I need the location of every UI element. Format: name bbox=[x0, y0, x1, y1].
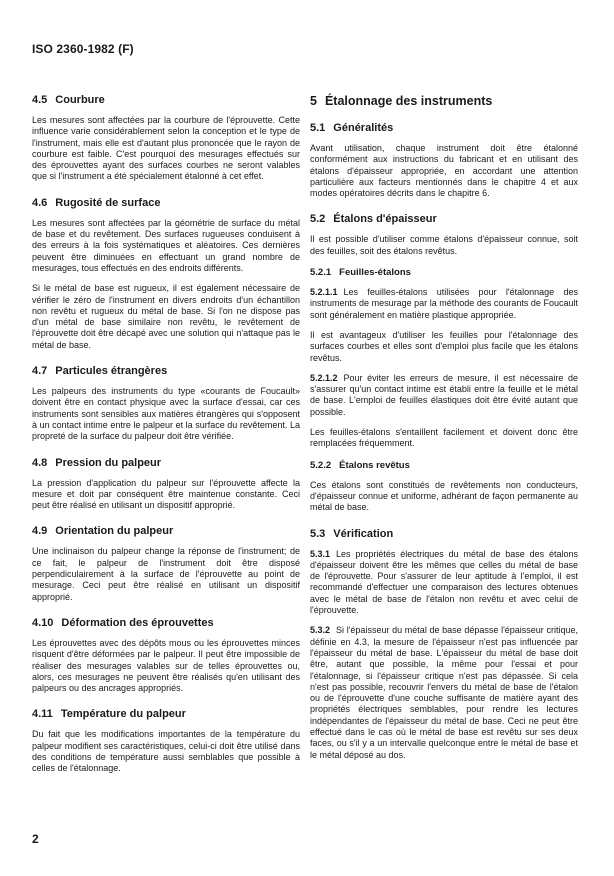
section-heading bbox=[32, 525, 300, 538]
section-number: 5.3 bbox=[310, 527, 326, 540]
section-number: 5 bbox=[310, 94, 317, 108]
section-number: 5.2 bbox=[310, 213, 326, 226]
paragraph: Ces étalons sont constitués de revêtements non conducteurs, d'épaisseur connue et uniforme, adhérant de façon permanente au métal de base. bbox=[310, 479, 578, 513]
section-title: Généralités bbox=[333, 122, 394, 134]
section-4-11 bbox=[32, 708, 300, 774]
section-title: Déformation des éprouvettes bbox=[61, 616, 214, 629]
clause-text: Les feuilles-étalons utilisées pour l'étalonnage des instruments de mesurage par la méthode des courants de Foucault sont généralement en matière plastique appropriée. bbox=[310, 287, 578, 320]
clause-text: Les propriétés électriques du métal de base des étalons d'épaisseur doivent être les mêmes que celles du métal de base de l'éprouvette. Pour s'assurer de leur aptitude à l'emploi, il est recommandé d'effectuer une comparaison des lectures obtenues avec le métal de base de l'étalon non revêtu et avec celui de l'éprouvette. bbox=[310, 548, 578, 616]
section-5-3 bbox=[310, 528, 578, 761]
section-title: Étalons revêtus bbox=[339, 459, 410, 471]
section-number: 5.2.1 bbox=[310, 267, 332, 279]
section-title: Orientation du palpeur bbox=[55, 525, 174, 538]
left-column bbox=[32, 80, 300, 784]
section-5-2-2 bbox=[310, 460, 578, 514]
section-title: Courbure bbox=[55, 94, 105, 106]
section-number: 4.11 bbox=[32, 708, 53, 721]
chapter-heading bbox=[310, 94, 578, 108]
paragraph: Les éprouvettes avec des dépôts mous ou les éprouvettes minces risquent d'être déformées par le palpeur. Il peut être impossible de réaliser des mesurages valables sur de telles éprouvettes ou, alors, ces mesurages ne peuvent être réalisés qu'en utilisant des palpeurs ou des ancrages appropriés. bbox=[32, 637, 300, 694]
section-5-2 bbox=[310, 213, 578, 257]
section-4-8 bbox=[32, 457, 300, 512]
section-title: Particules étrangères bbox=[55, 365, 168, 378]
paragraph: Les feuilles-étalons s'entaillent facilement et doivent donc être remplacées fréquemment. bbox=[310, 427, 578, 449]
section-4-5 bbox=[32, 94, 300, 183]
section-5-1 bbox=[310, 122, 578, 199]
paragraph: Les mesures sont affectées par la courbure de l'éprouvette. Cette influence varie considérablement selon la conception et le type de l'instrument, mais elle est d'autant plus prononcée que le rayon de courbure est faible. C'est pourquoi des mesurages effectués sur des éprouvettes ayant des surfaces courbes ne seront valables que si l'instrument a été spécialement étalonné à cet effet. bbox=[32, 115, 300, 182]
document-header: ISO 2360-1982 (F) bbox=[32, 42, 134, 56]
paragraph: Du fait que les modifications importantes de la température du palpeur modifient ses caractéristiques, celui-ci doit être utilisé dans des conditions de température aussi semblables que possible à celles de l'étalonnage. bbox=[32, 729, 300, 774]
section-title: Vérification bbox=[333, 527, 394, 540]
paragraph: Il est possible d'utiliser comme étalons d'épaisseur connue, soit des feuilles, soit des étalons revêtus. bbox=[310, 234, 578, 256]
section-number: 5.2.2 bbox=[310, 459, 332, 471]
paragraph bbox=[310, 549, 578, 617]
section-4-10 bbox=[32, 617, 300, 694]
paragraph bbox=[310, 287, 578, 321]
section-number: 4.10 bbox=[32, 616, 54, 629]
section-heading bbox=[32, 365, 300, 378]
clause-number: 5.3.2 bbox=[310, 625, 331, 636]
section-title: Rugosité de surface bbox=[55, 196, 161, 209]
section-heading bbox=[32, 617, 300, 630]
section-heading bbox=[310, 122, 578, 135]
paragraph: Les palpeurs des instruments du type «courants de Foucault» doivent être en contact physique avec la surface d'essai, car ces instruments sont sensibles aux matières étrangères qui s'opposent à un contact intime entre le palpeur et la surface du revêtement. La propreté de la surface du palpeur doit être vérifiée. bbox=[32, 386, 300, 442]
right-column bbox=[310, 80, 578, 770]
paragraph bbox=[310, 373, 578, 418]
section-title: Étalonnage des instruments bbox=[324, 94, 493, 108]
clause-text: Si l'épaisseur du métal de base dépasse l'épaisseur critique, définie en 4.3, la mesure de l'épaisseur n'est pas influencée par l'épaisseur du métal de base. L'épaisseur du métal de base doit être, autant que possible, la même pour l'essai et pour l'étalonnage, si l'épaisseur critique n'est pas dépassée. Si cela n'est pas possible, recouvrir l'envers du métal de base de l'étalon ou de l'éprouvette d'une couche suffisante de matière ayant des propriétés électriques semblables, pour rendre les lectures indépendantes de l'épaisseur du métal de base. Ceci ne peut être effectué dans le cas où le métal de base est revêtu sur ses deux faces, ou s'il y a un intervalle quelconque entre le métal de base et le métal déposé au dos. bbox=[310, 625, 578, 760]
section-title: Pression du palpeur bbox=[55, 456, 162, 469]
subsection-heading bbox=[310, 460, 578, 472]
clause-number: 5.2.1.1 bbox=[310, 287, 338, 298]
section-heading bbox=[32, 94, 300, 107]
page-number: 2 bbox=[32, 832, 39, 846]
subsection-heading bbox=[310, 267, 578, 279]
section-5 bbox=[310, 94, 578, 108]
paragraph: Avant utilisation, chaque instrument doit être étalonné conformément aux instructions du fabricant et en utilisant des étalons d'épaisseur appropriée, en accordant une attention particulière aux facteurs mentionnés dans le chapitre 4 et aux modes opératoires décrits dans le chapitre 6. bbox=[310, 143, 578, 199]
section-title: Température du palpeur bbox=[60, 708, 186, 721]
section-heading bbox=[32, 197, 300, 210]
section-heading bbox=[310, 213, 578, 226]
section-4-9 bbox=[32, 525, 300, 602]
paragraph bbox=[310, 625, 578, 761]
section-5-2-1 bbox=[310, 267, 578, 450]
section-4-7 bbox=[32, 365, 300, 442]
paragraph: Une inclinaison du palpeur change la réponse de l'instrument; de ce fait, le palpeur de l'instrument doit être disposé perpendiculairement à la surface de l'éprouvette au point de mesurage. Ceci peut être réalisé en utilisant un dispositif approprié. bbox=[32, 546, 300, 602]
clause-text: Pour éviter les erreurs de mesure, il est nécessaire de s'assurer qu'un contact intime est établi entre la feuille et le métal de base. L'emploi de feuilles élastiques doit être évité autant que possible. bbox=[310, 372, 578, 417]
section-number: 4.5 bbox=[32, 94, 48, 106]
paragraph: Si le métal de base est rugueux, il est également nécessaire de vérifier le zéro de l'instrument en divers endroits d'un échantillon non revêtu et rugueux du métal de base. Si l'on ne dispose pas d'un métal de base similaire non revêtu, le revêtement de l'éprouvette doit être décapé avec une solution qui n'attaque pas le métal de base. bbox=[32, 283, 300, 350]
section-title: Étalons d'épaisseur bbox=[333, 213, 437, 226]
section-number: 4.8 bbox=[32, 456, 48, 469]
section-title: Feuilles-étalons bbox=[339, 267, 411, 279]
section-number: 4.9 bbox=[32, 525, 48, 538]
section-heading bbox=[32, 708, 300, 721]
section-number: 5.1 bbox=[310, 122, 326, 134]
section-heading bbox=[32, 457, 300, 470]
section-4-6 bbox=[32, 197, 300, 351]
paragraph: La pression d'application du palpeur sur l'éprouvette affecte la mesure et doit par conséquent être maintenue constante. Ceci peut être réalisé en utilisant un dispositif approprié. bbox=[32, 477, 300, 511]
clause-number: 5.3.1 bbox=[310, 548, 331, 559]
paragraph: Il est avantageux d'utiliser les feuilles pour l'étalonnage des surfaces courbes et elles sont d'emploi plus facile que les étalons revêtus. bbox=[310, 329, 578, 363]
section-number: 4.6 bbox=[32, 196, 48, 209]
paragraph: Les mesures sont affectées par la géométrie de surface du métal de base et du revêtement. Des surfaces rugueuses conduisent à des erreurs à la fois systématiques et aléatoires. Ces dernières peuvent être diminuées en effectuant un grand nombre de mesurages, tous effectués en des endroits différents. bbox=[32, 217, 300, 273]
clause-number: 5.2.1.2 bbox=[310, 372, 338, 383]
section-number: 4.7 bbox=[32, 365, 48, 378]
section-heading bbox=[310, 528, 578, 541]
